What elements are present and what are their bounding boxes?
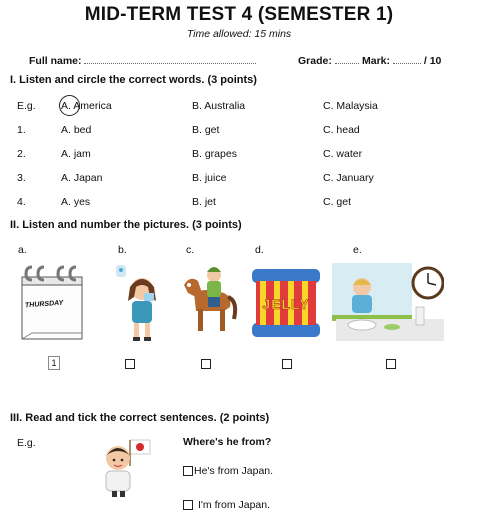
option-b[interactable]: B. juice xyxy=(192,172,227,184)
row-number: 4. xyxy=(17,196,26,208)
calendar-picture xyxy=(20,263,84,343)
picture-letter: d. xyxy=(255,244,264,256)
boy-flag-picture xyxy=(94,436,154,498)
row-number: 2. xyxy=(17,148,26,160)
jelly-picture xyxy=(250,263,322,343)
mark-total: / 10 xyxy=(423,55,442,67)
picture-letter: b. xyxy=(118,244,127,256)
grade-label: Grade: xyxy=(298,55,332,67)
mark-label: Mark: xyxy=(362,55,391,67)
mark-line[interactable] xyxy=(393,54,421,64)
calendar-day: THURSDAY xyxy=(24,299,64,310)
full-name-field[interactable] xyxy=(29,54,256,67)
answer-box[interactable] xyxy=(125,359,135,369)
time-allowed: Time allowed: 15 mins xyxy=(186,28,292,40)
option-a[interactable]: A. America xyxy=(61,100,112,112)
option-c[interactable]: C. head xyxy=(323,124,360,136)
row-number: E.g. xyxy=(17,100,36,112)
section-1-heading: I. Listen and circle the correct words. (3 points) xyxy=(10,74,257,86)
tick-box[interactable] xyxy=(183,466,193,476)
picture-letter: a. xyxy=(18,244,27,256)
option-c[interactable]: C. water xyxy=(323,148,363,160)
jelly-label: JELLY xyxy=(262,296,310,312)
answer-box[interactable] xyxy=(386,359,396,369)
section-2-heading: II. Listen and number the pictures. (3 points) xyxy=(10,219,242,231)
tick-box[interactable] xyxy=(183,500,193,510)
option-b[interactable]: B. Australia xyxy=(192,100,246,112)
full-name-label: Full name: xyxy=(29,55,82,67)
mark-field[interactable] xyxy=(362,54,441,67)
option-a[interactable]: A. bed xyxy=(61,124,92,136)
option-c[interactable]: C. Malaysia xyxy=(323,100,378,112)
grade-field[interactable] xyxy=(298,54,359,67)
section-3-heading: III. Read and tick the correct sentences. (2 points) xyxy=(10,412,270,424)
full-name-line[interactable] xyxy=(84,54,256,64)
option-a[interactable]: A. jam xyxy=(61,148,91,160)
horse-rider-picture xyxy=(176,263,240,343)
grade-line[interactable] xyxy=(335,54,359,64)
option-c[interactable]: C. get xyxy=(323,196,352,208)
picture-letter: c. xyxy=(186,244,195,256)
row-number: 1. xyxy=(17,124,26,136)
picture-letter: e. xyxy=(353,244,362,256)
sentence-option[interactable]: I'm from Japan. xyxy=(198,499,271,511)
row-number: 3. xyxy=(17,172,26,184)
option-a[interactable]: A. yes xyxy=(61,196,91,208)
answer-box-filled[interactable]: 1 xyxy=(48,356,60,370)
answer-box[interactable] xyxy=(201,359,211,369)
option-a[interactable]: A. Japan xyxy=(61,172,103,184)
page-title: MID-TERM TEST 4 (SEMESTER 1) xyxy=(84,4,394,25)
sentence-option[interactable]: He's from Japan. xyxy=(194,465,274,477)
option-b[interactable]: B. jet xyxy=(192,196,216,208)
breakfast-picture xyxy=(332,263,444,343)
option-c[interactable]: C. January xyxy=(323,172,374,184)
question-text: Where's he from? xyxy=(183,436,272,448)
option-b[interactable]: B. get xyxy=(192,124,220,136)
example-label: E.g. xyxy=(17,437,36,449)
girl-picture xyxy=(114,263,164,343)
option-b[interactable]: B. grapes xyxy=(192,148,237,160)
answer-box[interactable] xyxy=(282,359,292,369)
